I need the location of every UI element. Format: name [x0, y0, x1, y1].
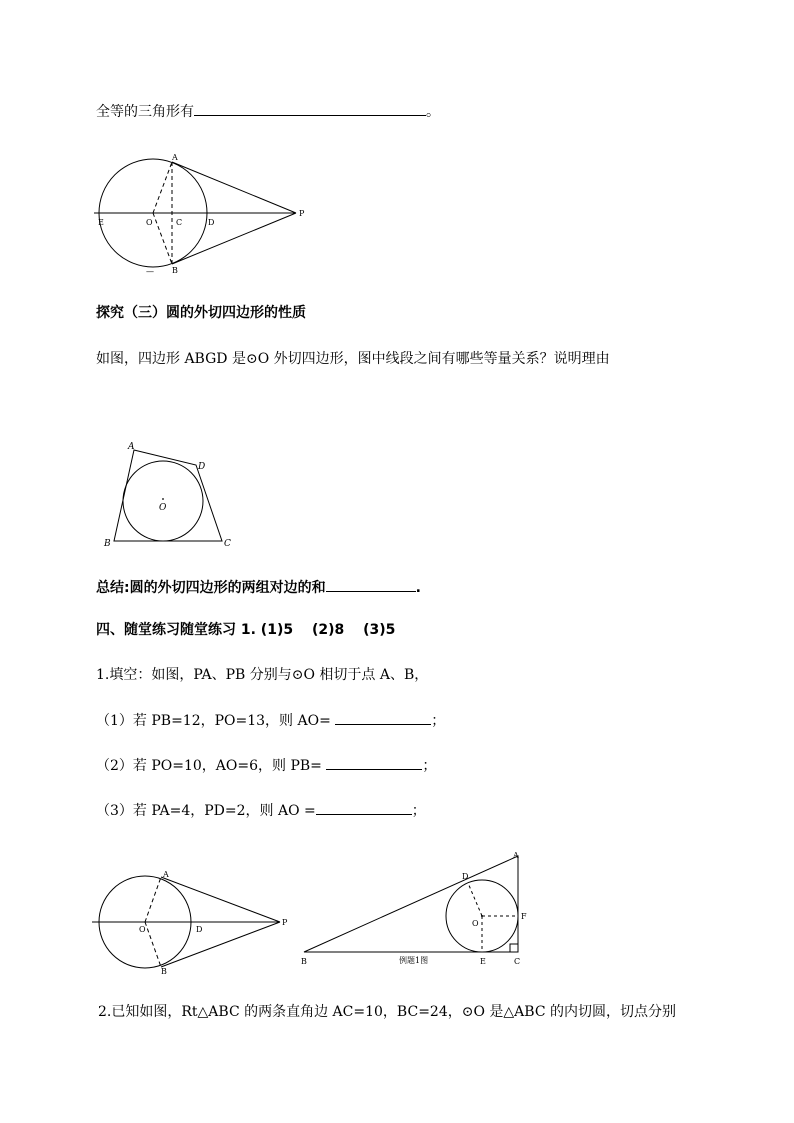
label-a: A — [128, 442, 135, 452]
label-e: E — [480, 957, 486, 966]
label-b: B — [104, 539, 111, 549]
intro-lead: 全等的三角形有 — [96, 104, 194, 120]
q3-text: （3）若 PA=4，PD=2，则 AO = — [96, 803, 316, 819]
label-p: P — [299, 209, 305, 218]
summary-end: . — [415, 580, 421, 596]
radius-od — [468, 883, 482, 916]
answer-blank-2[interactable] — [326, 577, 416, 592]
radius-oa — [145, 877, 161, 922]
label-o: O — [159, 503, 167, 513]
figure-incircle-triangle — [298, 848, 530, 972]
figure-tangents-2 — [90, 866, 300, 981]
summary-text: 总结:圆的外切四边形的两组对边的和 — [96, 580, 326, 596]
label-d: D — [198, 462, 206, 472]
answer-blank-q3[interactable] — [316, 800, 412, 815]
radius-ob — [153, 213, 172, 264]
label-b: B — [301, 957, 307, 966]
answer-blank-q2[interactable] — [326, 755, 422, 770]
label-c: C — [224, 539, 231, 549]
label-c: C — [176, 218, 183, 227]
figure-caption: 例题1图 — [399, 956, 429, 965]
q2-text: （2）若 PO=10，AO=6，则 PB= — [96, 758, 322, 774]
tangent-pb — [161, 922, 280, 967]
label-b: B — [172, 266, 178, 275]
q1-text: （1）若 PB=12，PO=13，则 AO= — [96, 713, 331, 729]
summary-line — [96, 577, 421, 598]
label-a: A — [513, 851, 519, 860]
q2-end: ； — [422, 758, 437, 774]
label-d: D — [462, 872, 469, 881]
label-d: D — [208, 218, 215, 227]
section3-title: 探究（三）圆的外切四边形的性质 — [96, 305, 306, 321]
label-e: E — [98, 218, 104, 227]
exercise1-stem: 1.填空：如图，PA、PB 分别与⊙O 相切于点 A、B， — [96, 667, 429, 683]
inscribed-circle — [123, 461, 206, 541]
section3-question: 如图，四边形 ABGD 是⊙O 外切四边形，图中线段之间有哪些等量关系？说明理由 — [96, 351, 610, 367]
label-o: O — [472, 919, 479, 928]
tangent-pa — [172, 162, 296, 213]
label-b: B — [161, 967, 167, 976]
intro-end: 。 — [426, 104, 440, 120]
answer-blank-q1[interactable] — [335, 710, 431, 725]
label-p: P — [282, 918, 288, 927]
exercise2-text: 2.已知如图，Rt△ABC 的两条直角边 AC=10，BC=24，⊙O 是△ABC 的内切圆，切点分别 — [98, 1004, 676, 1020]
center-dot — [162, 498, 164, 500]
label-c: C — [514, 957, 521, 966]
label-o: O — [139, 925, 146, 934]
label-a: A — [172, 153, 178, 162]
radius-oa — [153, 162, 172, 213]
section4-title: 四、随堂练习随堂练习 1. (1)5 (2)8 (3)5 — [96, 622, 396, 638]
tangent-pa — [161, 877, 280, 922]
right-angle-mark — [510, 944, 518, 952]
label-a: A — [163, 870, 169, 879]
triangle-abc — [304, 856, 518, 952]
tangent-pb — [172, 213, 296, 264]
dash-mark: — — [146, 267, 154, 276]
exercise1-q1 — [96, 710, 445, 731]
q1-end: ； — [431, 713, 446, 729]
exercise1-q3 — [96, 800, 426, 821]
answer-blank-1[interactable] — [194, 101, 426, 116]
label-f: F — [521, 912, 527, 921]
q3-end: ； — [411, 803, 426, 819]
figure-quadrilateral — [100, 440, 240, 555]
exercise1-q2 — [96, 755, 436, 776]
intro-line — [96, 101, 440, 122]
quadrilateral-abcd — [114, 450, 222, 541]
figure-tangents-1 — [90, 150, 320, 280]
label-o: O — [146, 218, 153, 227]
label-d: D — [196, 925, 203, 934]
radius-ob — [145, 922, 161, 967]
